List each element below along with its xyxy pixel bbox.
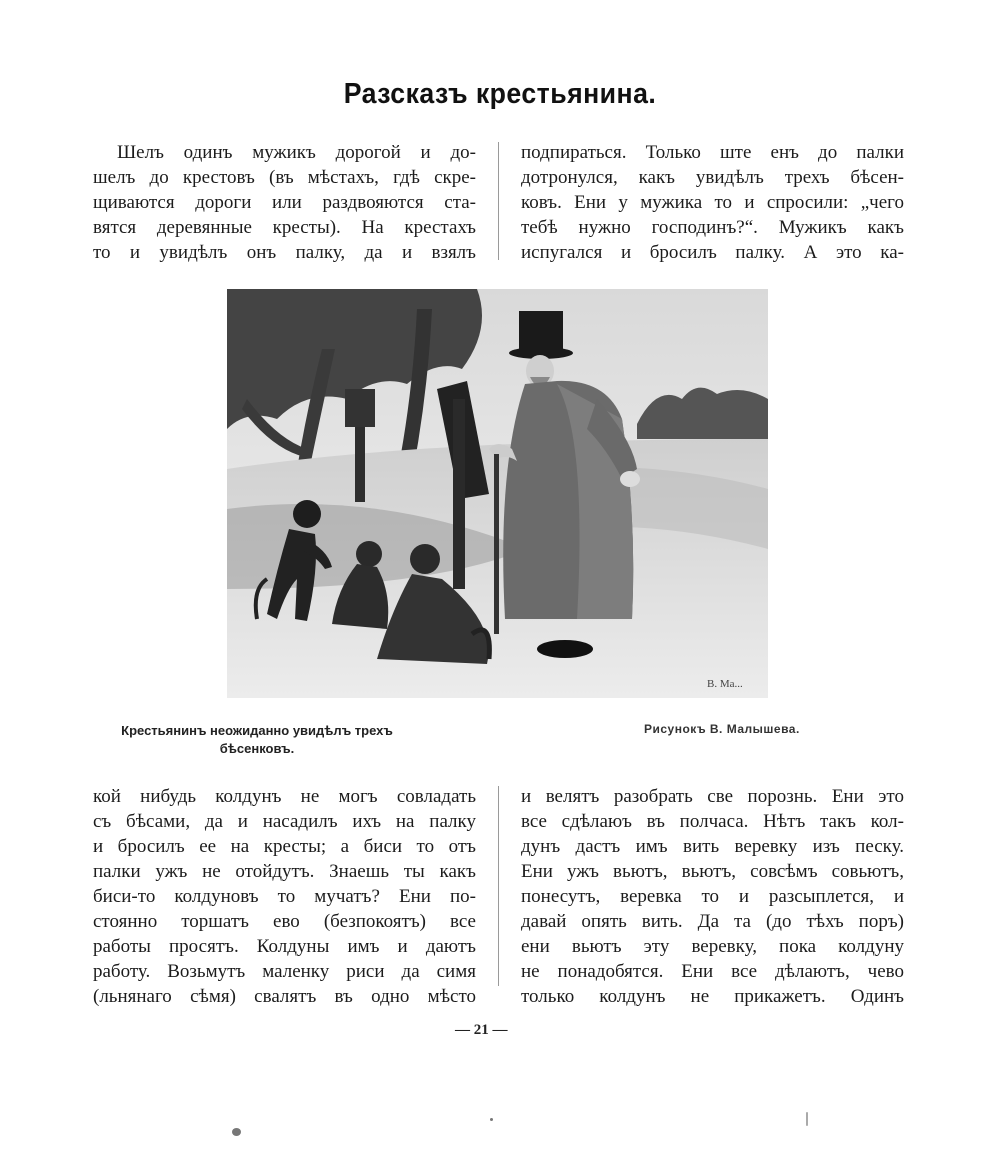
column-bottom-left	[93, 784, 476, 1009]
text-line: все сдѣлаюъ въ полчаса. Нѣтъ такъ кол-	[521, 811, 904, 832]
text-line: Ени ужъ вьютъ, вьютъ, совсѣмъ совьютъ,	[521, 861, 904, 882]
text-line: стоянно торшатъ ево (безпокоятъ) все	[93, 911, 476, 932]
text-line: палки ужъ не отойдутъ. Знаешь ты какъ	[93, 861, 476, 882]
text-line: понесутъ, веревка то и разсыплется, и	[521, 886, 904, 907]
text-line: (льнянаго сѣмя) свалятъ въ одно мѣсто	[93, 986, 476, 1007]
shrine-post	[355, 427, 365, 502]
text-line: Шелъ одинъ мужикъ дорогой и до-	[117, 142, 476, 163]
text-line: съ бѣсами, да и насадилъ ихъ на палку	[93, 811, 476, 832]
boot	[537, 640, 593, 658]
text-line: не понадобятся. Ени все дѣлаютъ, чево	[521, 961, 904, 982]
text-line: дунъ дастъ имъ вить веревку изъ песку.	[521, 836, 904, 857]
illustration-credit: Рисунокъ В. Малышева.	[644, 722, 800, 736]
column-bottom-right	[521, 784, 904, 1009]
cane	[494, 454, 499, 634]
artist-signature: В. Ма...	[707, 678, 743, 690]
column-divider	[498, 786, 499, 986]
text-line: ковъ. Ени у мужика то и спросили: „чего	[521, 192, 904, 213]
text-line: кой нибудь колдунъ не могъ совладать	[93, 786, 476, 807]
text-line: щиваются дороги или раздвояются ста-	[93, 192, 476, 213]
text-line: испугался и бросилъ палку. А это ка-	[521, 242, 904, 263]
text-line: и велятъ разобрать све порознь. Ени это	[521, 786, 904, 807]
top-hat	[519, 311, 563, 353]
text-line: ени вьютъ эту веревку, пока колдуну	[521, 936, 904, 957]
column-divider	[498, 142, 499, 260]
text-line: биси-то колдуновъ то мучатъ? Ени по-	[93, 886, 476, 907]
text-line: и бросилъ ее на кресты; а биси то отъ	[93, 836, 476, 857]
wooden-cross-post	[453, 399, 465, 589]
article-title: Разсказъ крестьянина.	[343, 78, 657, 110]
scan-speck	[490, 1118, 493, 1121]
text-line: давай опять вить. Да та (до тѣхъ поръ)	[521, 911, 904, 932]
text-line: только колдунъ не прикажетъ. Одинъ	[521, 986, 904, 1007]
caption-line: бѣсенковъ.	[219, 741, 295, 756]
text-line: работы просятъ. Колдуны имъ и даютъ	[93, 936, 476, 957]
text-line: шелъ до крестовъ (въ мѣстахъ, гдѣ скре-	[93, 167, 476, 188]
text-line: тебѣ нужно господинъ?“. Мужикъ какъ	[521, 217, 904, 238]
column-top-left	[93, 140, 476, 265]
scan-speck	[232, 1128, 241, 1136]
text-line: работу. Возьмутъ маленку риси да симя	[93, 961, 476, 982]
illustration-drawing	[227, 289, 768, 698]
text-line: вятся деревянные кресты). На крестахъ	[93, 217, 476, 238]
illustration-caption	[92, 722, 422, 758]
caption-line: Крестьянинъ неожиданно увидѣлъ трехъ	[121, 723, 393, 738]
scan-speck	[806, 1112, 808, 1126]
illustration	[227, 289, 768, 698]
text-line: дотронулся, какъ увидѣлъ трехъ бѣсен-	[521, 167, 904, 188]
column-top-right	[521, 140, 904, 265]
page-number: — 21 —	[455, 1022, 508, 1038]
wayside-shrine	[345, 389, 375, 427]
hand	[620, 471, 640, 487]
text-line: то и увидѣлъ онъ палку, да и взялъ	[93, 242, 476, 263]
text-line: подпираться. Только ште енъ до палки	[521, 142, 904, 163]
